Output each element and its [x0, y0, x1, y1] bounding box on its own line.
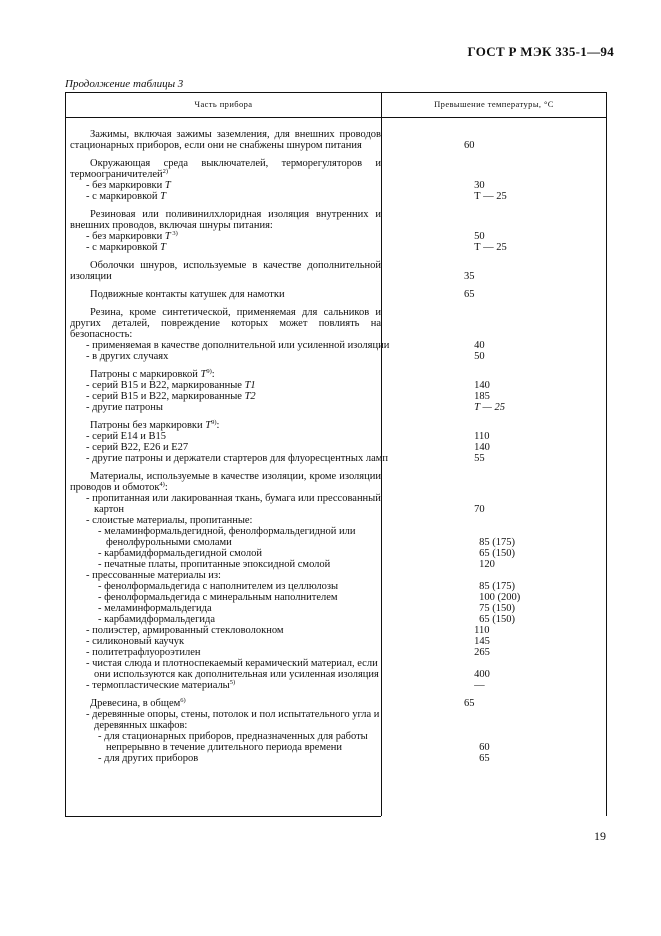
- part-cell: [66, 709, 391, 731]
- footnote-mark: 9): [206, 368, 212, 375]
- part-text: - с маркировкой: [86, 242, 161, 253]
- marking-symbol: T: [160, 191, 166, 202]
- part-cell: [66, 260, 381, 282]
- temperature-cell: [391, 351, 606, 362]
- part-cell: [66, 493, 391, 515]
- part-text: - с маркировкой: [86, 191, 161, 202]
- temperature-cell: [391, 453, 606, 464]
- part-cell: [66, 753, 396, 764]
- table-row: [66, 420, 606, 431]
- temperature-cell: [396, 559, 606, 570]
- table-row: [66, 581, 606, 592]
- part-text: - применяемая в качестве дополнительной или усиленной изоляции: [86, 340, 390, 351]
- part-cell: [66, 380, 391, 391]
- part-cell: [66, 625, 391, 636]
- part-cell: [66, 391, 391, 402]
- table-row: [66, 129, 606, 151]
- part-cell: [66, 340, 391, 351]
- table-row: [66, 289, 606, 300]
- temperature-cell: [381, 420, 606, 431]
- part-cell: [66, 453, 391, 464]
- table-row: [66, 391, 606, 402]
- temperature-cell: [396, 548, 606, 559]
- temperature-cell: [391, 570, 606, 581]
- part-text: - карбамидформальдегида: [98, 614, 216, 625]
- temperature-cell: [381, 471, 606, 493]
- temperature-value: 85 (175): [479, 537, 515, 548]
- table-row: [66, 242, 606, 253]
- temperature-cell: [391, 625, 606, 636]
- temperature-value: 40: [474, 340, 485, 351]
- temperature-value: 50: [474, 351, 485, 362]
- table-bottom-border: [65, 816, 381, 817]
- part-text: :: [211, 369, 215, 380]
- part-text: - полиэстер, армированный стекловолокном: [86, 625, 284, 636]
- table-row: [66, 625, 606, 636]
- temperature-value: 185: [474, 391, 490, 402]
- marking-symbol: T1: [244, 380, 256, 391]
- part-text: - чистая слюда и плотноспекаемый керамический материал, если они используются как дополнительная или усиленная изоляция: [86, 658, 379, 680]
- part-text: - меламинформальдегида: [98, 603, 212, 614]
- temperature-cell: [396, 753, 606, 764]
- temperature-value: 110: [474, 431, 490, 442]
- part-text: Подвижные контакты катушек для намотки: [90, 289, 285, 300]
- part-cell: [66, 442, 391, 453]
- part-cell: [66, 420, 381, 431]
- part-cell: [66, 680, 391, 691]
- part-cell: [66, 636, 391, 647]
- temperature-cell: [391, 242, 606, 253]
- part-text: - пропитанная или лакированная ткань, бумага или прессованный картон: [86, 493, 381, 515]
- temperature-cell: [381, 129, 606, 151]
- part-cell: [66, 180, 391, 191]
- part-text: - без маркировки: [86, 180, 165, 191]
- table-row: [66, 493, 606, 515]
- part-cell: [66, 471, 381, 493]
- part-text: - серий E14 и B15: [86, 431, 166, 442]
- temperature-value: —: [474, 680, 485, 691]
- part-text: Окружающая среда выключателей, терморегуляторов и термоограничителей: [70, 158, 381, 180]
- part-text: :: [164, 482, 168, 493]
- table-row: [66, 158, 606, 180]
- part-text: - политетрафлуороэтилен: [86, 647, 201, 658]
- part-cell: [66, 526, 396, 548]
- table-row: [66, 698, 606, 709]
- part-cell: [66, 369, 381, 380]
- part-cell: [66, 209, 381, 231]
- part-cell: [66, 402, 391, 413]
- part-cell: [66, 698, 381, 709]
- table-row: [66, 647, 606, 658]
- part-cell: [66, 191, 391, 202]
- temperature-cell: [391, 636, 606, 647]
- column-header-temperature: Превышение температуры, °С: [434, 99, 554, 109]
- temperature-cell: [381, 289, 606, 300]
- part-text: - для других приборов: [98, 753, 199, 764]
- part-text: Материалы, используемые в качестве изоляции, кроме изоляции проводов и обмоток: [70, 471, 381, 493]
- temperature-value: 65: [479, 753, 490, 764]
- table-continuation-caption: Продолжение таблицы 3: [65, 78, 184, 90]
- part-text: - фенолформальдегида с наполнителем из целлюлозы: [98, 581, 339, 592]
- temperature-cell: [381, 698, 606, 709]
- table-row: [66, 431, 606, 442]
- temperature-cell: [391, 380, 606, 391]
- temperature-cell: [381, 307, 606, 340]
- part-cell: [66, 548, 396, 559]
- part-cell: [66, 592, 396, 603]
- part-cell: [66, 614, 396, 625]
- table-row: [66, 471, 606, 493]
- temperature-value: 50: [474, 231, 485, 242]
- part-text: - серий B15 и B22, маркированные: [86, 391, 245, 402]
- temperature-value: 70: [474, 504, 485, 515]
- part-text: - другие патроны: [86, 402, 163, 413]
- part-text: :: [216, 420, 220, 431]
- footnote-mark: 4): [159, 481, 165, 488]
- table-row: [66, 614, 606, 625]
- temperature-value: 100 (200): [479, 592, 521, 603]
- marking-symbol: T: [164, 231, 171, 242]
- part-text: Патроны без маркировки: [90, 420, 206, 431]
- temperature-value: 110: [474, 625, 490, 636]
- part-cell: [66, 289, 381, 300]
- part-cell: [66, 158, 381, 180]
- temperature-value: 60: [464, 140, 475, 151]
- part-text: - силиконовый каучук: [86, 636, 185, 647]
- temperature-value: 55: [474, 453, 485, 464]
- temperature-value: 65 (150): [479, 614, 515, 625]
- marking-symbol: T: [205, 420, 212, 431]
- table-row: [66, 548, 606, 559]
- temperature-value: 65 (150): [479, 548, 515, 559]
- table-row: [66, 380, 606, 391]
- temperature-value: 265: [474, 647, 490, 658]
- temperature-cell: [396, 526, 606, 548]
- table-row: [66, 570, 606, 581]
- part-cell: [66, 581, 396, 592]
- table-row: [66, 351, 606, 362]
- temperature-cell: [391, 191, 606, 202]
- table-row: [66, 592, 606, 603]
- footnote-mark: 6): [180, 697, 186, 704]
- temperature-cell: [396, 592, 606, 603]
- part-text: - без маркировки: [86, 231, 165, 242]
- part-text: - серий B22, E26 и E27: [86, 442, 189, 453]
- part-text: Древесина, в общем: [90, 698, 181, 709]
- temperature-cell: [391, 647, 606, 658]
- part-cell: [66, 351, 391, 362]
- temperature-cell: [381, 158, 606, 180]
- temperature-cell: [391, 709, 606, 731]
- footnote-mark: 3): [170, 230, 178, 237]
- temperature-cell: [381, 260, 606, 282]
- temperature-cell: [391, 658, 606, 680]
- temperature-value: 140: [474, 442, 490, 453]
- footnote-mark: 9): [211, 419, 217, 426]
- temperature-cell: [391, 493, 606, 515]
- table-row: [66, 731, 606, 753]
- part-text: Патроны с маркировкой: [90, 369, 201, 380]
- table-row: [66, 442, 606, 453]
- temperature-value: 140: [474, 380, 490, 391]
- column-header-part: Часть прибора: [194, 99, 253, 109]
- temperature-cell: [391, 515, 606, 526]
- table-right-border: [606, 92, 607, 816]
- temperature-cell: [396, 581, 606, 592]
- table-row: [66, 753, 606, 764]
- temperature-cell: [381, 209, 606, 231]
- document-id: ГОСТ Р МЭК 335-1—94: [467, 44, 614, 59]
- part-cell: [66, 559, 396, 570]
- temperature-value: 65: [464, 698, 475, 709]
- part-cell: [66, 658, 391, 680]
- part-cell: [66, 231, 391, 242]
- part-cell: [66, 242, 391, 253]
- temperature-value: 35: [464, 271, 475, 282]
- part-text: - деревянные опоры, стены, потолок и пол испытательного угла и деревянных шкафов:: [86, 709, 380, 731]
- table-row: [66, 231, 606, 242]
- table-body: [66, 122, 606, 764]
- temperature-value: 120: [479, 559, 495, 570]
- part-cell: [66, 129, 381, 151]
- table-row: [66, 402, 606, 413]
- temperature-value: 60: [479, 742, 490, 753]
- part-text: - серий B15 и B22, маркированные: [86, 380, 245, 391]
- part-text: - прессованные материалы из:: [86, 570, 221, 581]
- temperature-cell: [391, 431, 606, 442]
- table-row: [66, 680, 606, 691]
- temperature-cell: [391, 402, 606, 413]
- part-cell: [66, 431, 391, 442]
- table-row: [66, 515, 606, 526]
- temperature-value: 65: [464, 289, 475, 300]
- part-text: Оболочки шнуров, используемые в качестве дополнительной изоляции: [70, 260, 381, 282]
- part-text: - слоистые материалы, пропитанные:: [86, 515, 253, 526]
- marking-symbol: T: [164, 180, 171, 191]
- temperature-cell: [391, 231, 606, 242]
- part-cell: [66, 731, 396, 753]
- table-row: [66, 260, 606, 282]
- footnote-mark: 2): [162, 168, 169, 175]
- table-row: [66, 559, 606, 570]
- table-row: [66, 340, 606, 351]
- temperature-cell: [391, 340, 606, 351]
- page-number: 19: [594, 829, 606, 843]
- temperature-value: 85 (175): [479, 581, 515, 592]
- temperature-cell: [391, 391, 606, 402]
- marking-symbol: T2: [244, 391, 256, 402]
- temperature-value: 400: [474, 669, 490, 680]
- temperature-value: 75 (150): [479, 603, 515, 614]
- temperature-cell: [391, 180, 606, 191]
- table-row: [66, 369, 606, 380]
- temperature-cell: [391, 442, 606, 453]
- temperature-value: Т — 25: [474, 191, 507, 202]
- table-row: [66, 453, 606, 464]
- table-row: [66, 709, 606, 731]
- part-text: - карбамидформальдегидной смолой: [98, 548, 262, 559]
- footnote-mark: 5): [229, 679, 236, 686]
- table-row: [66, 636, 606, 647]
- part-text: - другие патроны и держатели стартеров для флуоресцентных ламп: [86, 453, 389, 464]
- part-text: Зажимы, включая зажимы заземления, для внешних проводов стационарных приборов, если они не снабжены шнуром питания: [70, 129, 381, 151]
- table-row: [66, 191, 606, 202]
- temperature-value: Т — 25: [474, 402, 506, 413]
- part-text: - печатные платы, пропитанные эпоксидной смолой: [98, 559, 331, 570]
- part-cell: [66, 570, 391, 581]
- temperature-cell: [381, 369, 606, 380]
- table-row: [66, 603, 606, 614]
- temperature-value: Т — 25: [474, 242, 507, 253]
- marking-symbol: T: [160, 242, 166, 253]
- table-row: [66, 526, 606, 548]
- marking-symbol: T: [200, 369, 207, 380]
- part-text: Резиновая или поливинилхлоридная изоляция внутренних и внешних проводов, включая шнуры питания:: [70, 209, 381, 231]
- part-text: - термопластические материалы: [86, 680, 230, 691]
- temperature-value: 145: [474, 636, 490, 647]
- temperature-cell: [396, 731, 606, 753]
- temperature-cell: [396, 614, 606, 625]
- part-text: - для стационарных приборов, предназначенных для работы непрерывно в течение длительного периода времени: [98, 731, 368, 753]
- part-text: Резина, кроме синтетической, применяемая для сальников и других деталей, повреждение которых может повлиять на безопасность:: [70, 307, 381, 340]
- part-cell: [66, 515, 391, 526]
- table-row: [66, 658, 606, 680]
- part-text: - в других случаях: [86, 351, 169, 362]
- table-header-rule: [65, 117, 607, 118]
- part-text: - фенолформальдегида с минеральным наполнителем: [98, 592, 338, 603]
- temperature-cell: [391, 680, 606, 691]
- table-row: [66, 209, 606, 231]
- table-row: [66, 307, 606, 340]
- table-row: [66, 180, 606, 191]
- part-text: - меламинформальдегидной, фенолформальдегидной или фенолфурольными смолами: [98, 526, 356, 548]
- part-cell: [66, 647, 391, 658]
- temperature-value: 30: [474, 180, 485, 191]
- part-cell: [66, 307, 381, 340]
- temperature-cell: [396, 603, 606, 614]
- part-cell: [66, 603, 396, 614]
